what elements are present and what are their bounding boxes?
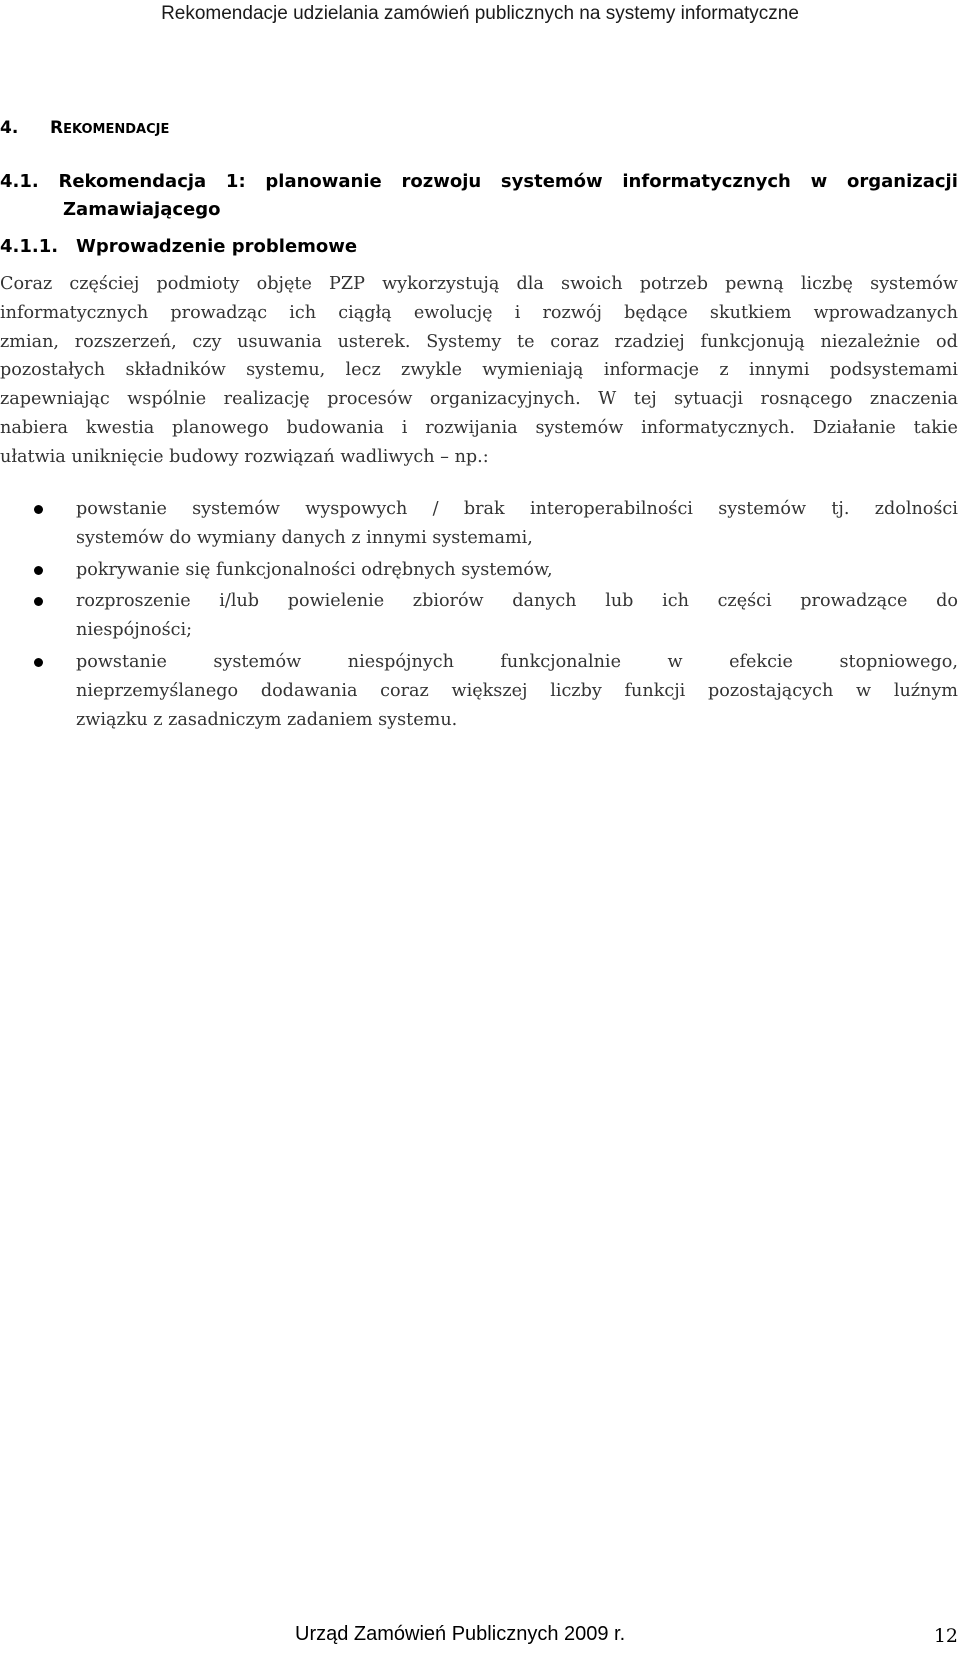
section-title-word: w (810, 171, 828, 192)
section-title-word: organizacji (846, 171, 958, 192)
word: systemów (192, 499, 280, 519)
paragraph-last-line (0, 443, 958, 472)
text-line (0, 328, 958, 357)
word: rosnącego (760, 389, 853, 410)
word: Coraz (0, 274, 53, 294)
word: wymieniają (482, 360, 584, 381)
word: niespójnych (347, 651, 454, 672)
word: coraz (550, 331, 599, 352)
bullet-icon (34, 658, 43, 667)
word: lub (605, 591, 634, 612)
section-title-word: informatycznych (622, 171, 791, 192)
word: kwestia (85, 417, 155, 438)
word: zdolności (874, 499, 958, 519)
bullet-list (0, 495, 958, 737)
word: rozwój (542, 302, 602, 323)
word: informatycznych (0, 302, 149, 323)
word: podmioty (156, 274, 240, 294)
word: powstanie (76, 499, 167, 519)
section-title-word: systemów (500, 171, 603, 192)
text-line (0, 385, 958, 414)
list-item (0, 587, 958, 645)
word: danych (512, 591, 577, 612)
word: i/lub (219, 591, 260, 612)
word: swoich (561, 274, 623, 294)
chapter-title-rest: EKOMENDACJE (63, 122, 170, 137)
list-item-text: systemów do wymiany danych z innymi systemami, (76, 527, 533, 548)
text-line (76, 587, 958, 616)
word: funkcjonalnie (500, 651, 621, 672)
text-line (0, 356, 958, 385)
word: liczby (550, 680, 602, 701)
word: większej (451, 680, 528, 701)
text-line (76, 556, 958, 585)
body-paragraph (0, 270, 958, 472)
word: ewolucję (413, 302, 493, 323)
word: coraz (380, 680, 429, 701)
word: wyspowych (305, 499, 408, 519)
word: rozproszenie (76, 591, 191, 612)
word: interoperabilności (529, 499, 693, 519)
running-header-title: Rekomendacje udzielania zamówień publicznych na systemy informatyczne (161, 3, 799, 24)
word: podsystemami (829, 360, 958, 381)
word: dla (516, 274, 544, 294)
text-line (0, 414, 958, 443)
word: zapewniając (0, 389, 110, 410)
word: systemów (213, 651, 302, 672)
word: pewną (725, 274, 784, 294)
word: zbiorów (412, 591, 484, 612)
word: lecz (345, 360, 381, 381)
word: luźnym (893, 680, 958, 701)
chapter-number: 4. (0, 118, 19, 138)
word: od (936, 331, 958, 352)
word: ciągłą (338, 302, 392, 323)
word: prowadząc (170, 302, 268, 323)
running-header (0, 0, 960, 28)
word: usuwania (237, 331, 322, 352)
bullet-icon (34, 566, 43, 575)
list-item-text: niespójności; (76, 620, 193, 641)
word: pozostających (708, 680, 834, 701)
list-item (0, 556, 958, 585)
word: rozszerzeń, (74, 331, 177, 352)
word: potrzeb (639, 274, 708, 294)
paragraph-text: ułatwia uniknięcie budowy rozwiązań wadliwych – np.: (0, 446, 489, 467)
footer-text: Urząd Zamówień Publicznych 2009 r. (295, 1623, 626, 1645)
word: rzadziej (614, 331, 685, 352)
word: informacje (603, 360, 700, 381)
word: takie (913, 417, 958, 438)
section-title-word: rozwoju (401, 171, 482, 192)
word: informatycznych. (641, 417, 795, 438)
text-line (76, 616, 958, 645)
bullet-icon (34, 505, 43, 514)
word: nabiera (0, 417, 69, 438)
word: części (717, 591, 772, 612)
word: PZP (329, 274, 365, 294)
section-heading-line (0, 168, 958, 196)
section-title-word: planowanie (265, 171, 382, 192)
word: znaczenia (869, 389, 958, 410)
word: skutkiem (709, 302, 792, 323)
section-title-word: 1: (225, 171, 246, 192)
word: rozwijania (425, 417, 518, 438)
word: organizacyjnych. (429, 389, 581, 410)
word: wykorzystują (382, 274, 500, 294)
word: w (856, 680, 872, 701)
subsection-title: Wprowadzenie problemowe (76, 236, 358, 257)
page-number: 12 (933, 1625, 958, 1647)
word: powielenie (287, 591, 385, 612)
word: Działanie (812, 417, 896, 438)
word: budowania (286, 417, 384, 438)
word: niezależnie (820, 331, 921, 352)
word: usterek. (337, 331, 411, 352)
word: Systemy (426, 331, 502, 352)
bullet-icon (34, 597, 43, 606)
word: zwykle (401, 360, 462, 381)
text-line (76, 648, 958, 677)
section-title-word: Rekomendacja (58, 171, 207, 192)
chapter-title-initial: R (50, 118, 64, 138)
word: będące (624, 302, 688, 323)
text-line (76, 524, 958, 553)
word: częściej (69, 274, 140, 294)
word: systemów (718, 499, 807, 519)
word: wprowadzanych (813, 302, 958, 323)
word: efekcie (729, 651, 793, 672)
word: planowego (172, 417, 269, 438)
subsection-number: 4.1.1. (0, 236, 59, 257)
word: systemów (870, 274, 958, 294)
word: składników (125, 360, 226, 381)
list-item-text: pokrywanie się funkcjonalności odrębnych systemów, (76, 559, 553, 580)
word: czy (192, 331, 222, 352)
word: brak (463, 499, 505, 519)
word: realizację (223, 389, 310, 410)
word: funkcjonują (700, 331, 805, 352)
word: W (598, 389, 617, 410)
word: te (517, 331, 535, 352)
word: nieprzemyślanego (76, 680, 239, 701)
word: wspólnie (127, 389, 207, 410)
text-line (76, 677, 958, 706)
section-heading (0, 168, 958, 224)
word: tj. (831, 499, 850, 519)
word: prowadzące (800, 591, 908, 612)
word: zmian, (0, 331, 59, 352)
word: dodawania (260, 680, 358, 701)
subsection-heading (0, 234, 357, 260)
list-item (0, 495, 958, 553)
word: ich (289, 302, 317, 323)
word: sytuacji (674, 389, 743, 410)
word: tej (633, 389, 657, 410)
word: / (432, 499, 439, 519)
word: i (401, 417, 408, 438)
text-line (0, 299, 958, 328)
word: funkcji (624, 680, 686, 701)
section-title-line2: Zamawiającego (63, 199, 221, 220)
word: do (936, 591, 958, 612)
word: procesów (327, 389, 413, 410)
chapter-heading (0, 117, 169, 141)
word: i (514, 302, 521, 323)
word: pozostałych (0, 360, 106, 381)
word: systemów (535, 417, 624, 438)
list-item (0, 648, 958, 734)
word: w (667, 651, 683, 672)
section-number: 4.1. (0, 171, 39, 192)
text-line (76, 706, 958, 735)
word: ich (662, 591, 689, 612)
word: powstanie (76, 651, 167, 672)
word: systemu, (246, 360, 326, 381)
word: objęte (256, 274, 312, 294)
word: stopniowego, (839, 651, 958, 672)
text-line (76, 495, 958, 524)
word: innymi (748, 360, 810, 381)
list-item-text: związku z zasadniczym zadaniem systemu. (76, 709, 458, 730)
text-line (0, 270, 958, 299)
word: z (719, 360, 729, 381)
word: liczbę (800, 274, 853, 294)
section-heading-line (0, 196, 958, 224)
